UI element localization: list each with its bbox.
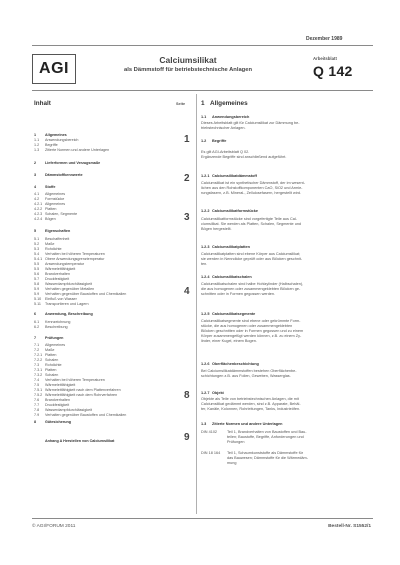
toc-entry-title: Brandverhalten xyxy=(45,398,71,402)
chapter-title: Allgemeines xyxy=(210,100,248,107)
header-top-rule xyxy=(32,45,373,46)
section-title: Calciumsilikatsegmente xyxy=(212,312,256,316)
toc-entry-number: 7.4 xyxy=(34,378,40,382)
toc-entry xyxy=(34,320,70,324)
toc-entry-number: 5.5 xyxy=(34,262,40,266)
paragraph: Calciumsilikatsegmente sind ebene oder gekrümmte Form- stücke, die aus homogenen oder zusammengeklebten Blöcken geschnitten oder in Formen gegossen und zu einem Körper zusammengefügt werden können, z.B. zu einem Zy- linder, einer Kugel, einem Bogen. xyxy=(201,319,304,344)
toc-entry-title: Allgemeines xyxy=(45,202,66,206)
norm-code: DIN 4102 xyxy=(201,430,218,434)
paragraph: Objekte als Teile von betriebstechnischen Anlagen, die mit Calciumsilikat gedämmt werden, sind z.B. Apparate, Behäl- ter, Kanäle, Kolonnen, Rohrleitungen, Tanks, Industrieöfen. xyxy=(201,397,301,412)
section-heading xyxy=(201,422,369,427)
section-heading xyxy=(201,245,369,250)
order-number: Bestell-Nr. S1552/1 xyxy=(328,524,371,529)
toc-entry-title: Verhalten gegenüber Metallen xyxy=(45,287,95,291)
paragraph: Calciumsilikat ist ein synthetischer Dämmstoff, der im wesent- lichen aus den Rohstoffkomponenten CaO, SiO2 und Armie- rungsfasern, z.B. Mineral-, Zellulosefasern, hergestellt wird. xyxy=(201,181,305,196)
toc-entry-number: 3 xyxy=(34,173,37,177)
toc-entry-number: 1.2 xyxy=(34,143,40,147)
section-heading xyxy=(201,115,369,120)
toc-entry-number: 5.9 xyxy=(34,287,40,291)
norm-text: Teil 1, Schaumkunststoffe als Dämmstoffe für das Bauwesen; Dämmstoffe für die Wärmedäm- mung xyxy=(227,451,308,466)
toc-entry-number: 7 xyxy=(34,336,37,340)
toc-entry-title: Wasserdampfdurchlässigkeit xyxy=(45,408,92,412)
section-title: Objekt xyxy=(212,391,224,395)
toc-entry xyxy=(34,237,69,241)
toc-entry-number: 4.2.1 xyxy=(34,202,43,206)
toc-entry-title: Platten xyxy=(45,368,57,372)
toc-entry-number: 1.3 xyxy=(34,148,40,152)
toc-entry-number: 5.4.1 xyxy=(34,257,43,261)
toc-entry-number: 5.8 xyxy=(34,282,40,286)
toc-entry-title: Verhalten bei höheren Temperaturen xyxy=(45,252,105,256)
toc-entry xyxy=(34,297,77,301)
toc-entry-title: Gütesicherung xyxy=(45,420,72,424)
section-title: Calciumsilikatdämmstoff xyxy=(212,174,257,178)
toc-entry-number: 7.6 xyxy=(34,398,40,402)
toc-entry-number: 4.1 xyxy=(34,192,40,196)
section-heading xyxy=(201,209,369,214)
toc-entry-title: Stoffe xyxy=(45,185,56,189)
toc-entry xyxy=(34,413,126,417)
toc-entry xyxy=(34,247,62,251)
toc-entry-number: 7.5 xyxy=(34,383,40,387)
paragraph: Es gilt AGI-Arbeitsblatt Q 02. Ergänzende Begriffe sind anschließend aufgeführt. xyxy=(201,150,287,160)
toc-entry-title: Prüfungen xyxy=(45,336,64,340)
toc-entry-number: 7.3.2 xyxy=(34,373,43,377)
document-subtitle: als Dämmstoff für betriebstechnische Anlagen xyxy=(124,67,252,73)
toc-page-marker: 8 xyxy=(184,390,190,401)
toc-entry-title: Dämmstoffkennwerte xyxy=(45,173,83,177)
toc-entry xyxy=(34,252,105,256)
toc-entry-title: Platten xyxy=(45,353,57,357)
toc-entry-number: 5.6 xyxy=(34,272,40,276)
chapter-heading xyxy=(201,100,248,107)
section-title: Begriffe xyxy=(212,139,227,143)
toc-entry-number: 7.2.2 xyxy=(34,358,43,362)
toc-page-marker: 4 xyxy=(184,286,190,297)
toc-entry-number: 4.2.3 xyxy=(34,212,43,216)
toc-entry xyxy=(34,398,70,402)
norm-reference xyxy=(201,430,371,445)
section-heading xyxy=(201,391,369,396)
toc-entry-title: Kennzeichnung xyxy=(45,320,71,324)
toc-entry-number: 1 xyxy=(34,133,37,137)
section-title: Anwendungsbereich xyxy=(212,115,250,119)
toc-entry xyxy=(34,363,62,367)
toc-entry xyxy=(34,192,65,196)
toc-entry xyxy=(34,138,78,142)
toc-entry xyxy=(34,403,69,407)
column-divider xyxy=(196,94,197,514)
toc-entry-title: Verhalten bei höheren Temperaturen xyxy=(45,378,105,382)
norm-code: DIN 18 164 xyxy=(201,451,221,455)
sheet-number: Q 142 xyxy=(313,63,353,79)
toc-entry-number: 6 xyxy=(34,312,37,316)
toc-entry xyxy=(34,197,64,201)
toc-entry-title: Wärmeleitfähigkeit xyxy=(45,267,76,271)
toc-heading: Inhalt xyxy=(34,100,51,107)
norm-reference xyxy=(201,451,371,466)
toc-entry-title: Einfluß von Wasser xyxy=(45,297,77,301)
section-title: Calciumsilikatschalen xyxy=(212,275,252,279)
toc-entry-number: 7.3.1 xyxy=(34,368,43,372)
toc-entry xyxy=(34,439,114,443)
toc-page-label: Seite xyxy=(176,102,186,106)
toc-entry-number: 5.10 xyxy=(34,297,42,301)
toc-entry-number: 2 xyxy=(34,161,37,165)
toc-entry-title: Rohdichte xyxy=(45,363,62,367)
section-number: 1.2 xyxy=(201,139,207,143)
toc-entry-number: 7.3 xyxy=(34,363,40,367)
toc-entry-number: 5.11 xyxy=(34,302,41,306)
section-number: 1.2.6 xyxy=(201,362,210,366)
issue-date: Dezember 1989 xyxy=(306,36,343,42)
toc-entry-title: Allgemeines xyxy=(45,192,66,196)
section-heading xyxy=(201,312,369,317)
section-heading xyxy=(201,174,369,179)
toc-entry xyxy=(34,287,94,291)
toc-entry-number: 5.3 xyxy=(34,247,40,251)
toc-entry-number: 5.9 xyxy=(34,292,40,296)
toc-entry-title: Allgemeines xyxy=(45,343,66,347)
toc-entry-number: 7.5.1 xyxy=(34,388,43,392)
toc-entry-number: 7.5.2 xyxy=(34,393,43,397)
section-number: 1.2.5 xyxy=(201,312,210,316)
toc-page-marker: 2 xyxy=(184,173,190,184)
section-number: 1.2.1 xyxy=(201,174,210,178)
toc-entry-title: Begriffe xyxy=(45,143,58,147)
toc-entry-title: Brandverhalten xyxy=(45,272,71,276)
toc-entry-title: Maße xyxy=(45,242,55,246)
toc-entry-number: 5.4 xyxy=(34,252,40,256)
toc-entry xyxy=(34,217,56,221)
toc-page-marker: 3 xyxy=(184,212,190,223)
toc-entry-title: Anwendung, Beschreibung xyxy=(45,312,93,316)
toc-entry xyxy=(34,207,56,211)
toc-entry-title: Transportieren und Lagern xyxy=(45,302,89,306)
section-title: Zitierte Normen und andere Unterlagen xyxy=(212,422,283,426)
toc-entry xyxy=(34,336,63,340)
toc-entry xyxy=(34,257,104,261)
header-bottom-rule xyxy=(32,90,373,91)
section-number: 1.1 xyxy=(201,115,207,119)
toc-entry-title: Verhalten gegenüber Baustoffen und Chemikalien xyxy=(45,413,127,417)
toc-entry xyxy=(34,358,58,362)
toc-entry-number: 8 xyxy=(34,420,37,424)
toc-entry xyxy=(34,348,54,352)
toc-entry xyxy=(34,312,93,316)
toc-entry xyxy=(34,202,65,206)
toc-entry-title: Schalen xyxy=(45,358,59,362)
toc-entry xyxy=(34,383,75,387)
toc-entry xyxy=(34,148,109,152)
section-heading xyxy=(201,139,369,144)
paragraph: Dieses Arbeitsblatt gilt für Calciumsilikat zur Dämmung be- triebstechnischer Anlagen. xyxy=(201,121,300,131)
toc-entry xyxy=(34,229,70,233)
toc-entry xyxy=(34,133,67,137)
toc-entry xyxy=(34,373,58,377)
toc-entry-title: Wasserdampfdurchlässigkeit xyxy=(45,282,92,286)
toc-entry-title: Anwendungstemperatur xyxy=(45,262,85,266)
toc-entry-title: Allgemeines xyxy=(45,133,67,137)
toc-entry-title: Beschaffenheit xyxy=(45,237,70,241)
toc-entry-number: 7.9 xyxy=(34,413,40,417)
toc-entry xyxy=(34,343,65,347)
toc-entry-number: 1.1 xyxy=(34,138,40,142)
toc-page-marker: 9 xyxy=(184,432,190,443)
toc-entry-number: 5.1 xyxy=(34,237,40,241)
toc-entry-number: 5.7 xyxy=(34,277,40,281)
toc-entry-title: Rohdichte xyxy=(45,247,62,251)
toc-entry xyxy=(34,272,70,276)
toc-entry-title: Wärmeleitfähigkeit xyxy=(45,383,76,387)
toc-entry-number: 7.8 xyxy=(34,408,40,412)
section-number: 1.2.2 xyxy=(201,209,210,213)
toc-entry-title: Eigenschaften xyxy=(45,229,71,233)
toc-entry-title: Zitierte Normen und andere Unterlagen xyxy=(45,148,110,152)
copyright: © AGI/FORUM 2011 xyxy=(32,524,76,529)
toc-entry xyxy=(34,388,121,392)
toc-entry-title: Maße xyxy=(45,348,55,352)
toc-entry-number: 6.1 xyxy=(34,320,40,324)
toc-entry xyxy=(34,302,89,306)
document-title: Calciumsilikat xyxy=(159,55,217,65)
paragraph: Calciumsilikatformstücke sind vorgefertigte Teile aus Cal- ciumsilikat. Sie werden als Platten, Schalen, Segmente und Bögen hergestellt. xyxy=(201,217,302,232)
section-title: Calciumsilikatformstücke xyxy=(212,209,259,213)
section-title: Oberflächenbeschichtung xyxy=(212,362,259,366)
toc-entry-title: Obere Anwendungsgrenztemperatur xyxy=(45,257,105,261)
toc-entry-title: Formstücke xyxy=(45,197,65,201)
agi-logo: AGI xyxy=(32,54,76,84)
toc-entry-number: 5.2 xyxy=(34,242,40,246)
norm-text: Teil 1, Brandverhalten von Baustoffen und Bau- teilen; Baustoffe, Begriffe, Anforderungen und Prüfungen xyxy=(227,430,307,445)
footer-rule xyxy=(32,518,373,519)
toc-entry-title: Platten xyxy=(45,207,57,211)
toc-entry-title: Wärmeleitfähigkeit nach dem Plattenverfahren xyxy=(45,388,121,392)
toc-entry-title: Anwendungsbereich xyxy=(45,138,79,142)
toc-entry-title: Druckfestigkeit xyxy=(45,403,70,407)
toc-entry xyxy=(34,368,56,372)
toc-entry-number: 4.2 xyxy=(34,197,40,201)
toc-entry-title: Schalen xyxy=(45,373,59,377)
toc-entry xyxy=(34,420,71,424)
toc-entry-number: 5 xyxy=(34,229,37,233)
toc-entry-number: 7.2 xyxy=(34,348,40,352)
section-number: 1.2.3 xyxy=(201,245,210,249)
paragraph: Calciumsilikatplatten sind ebene Körper aus Calciumsilikat; sie werden in Nenndicke geprüft oder aus Blöcken geschnit- ten. xyxy=(201,252,303,267)
toc-entry xyxy=(34,267,75,271)
toc-entry xyxy=(34,393,117,397)
paragraph: Calciumsilikatschalen sind halbe Hohlzylinder (Halbschalen), die aus homogenen oder zusammengeklebten Blöcken ge- schnitten oder in Formen gegossen werden. xyxy=(201,282,304,297)
section-heading xyxy=(201,275,369,280)
toc-entry-title: Druckfestigkeit xyxy=(45,277,70,281)
toc-entry xyxy=(34,408,92,412)
toc-entry-title: Wärmeleitfähigkeit nach dem Rohrverfahren xyxy=(45,393,118,397)
toc-entry-title: Schalen, Segmente xyxy=(45,212,78,216)
chapter-number: 1 xyxy=(201,100,205,107)
toc-entry xyxy=(34,325,68,329)
toc-entry-number: 4.2.4 xyxy=(34,217,43,221)
toc-entry xyxy=(34,185,55,189)
toc-entry xyxy=(34,143,58,147)
toc-entry-title: Anhang A Herstellen von Calciumsilikat xyxy=(45,439,115,443)
section-heading xyxy=(201,362,369,367)
toc-entry xyxy=(34,262,84,266)
sheet-label: Arbeitsblatt xyxy=(313,56,337,61)
document-title-block xyxy=(78,55,298,73)
toc-entry-number: 7.2.1 xyxy=(34,353,43,357)
toc-entry-number: 6.2 xyxy=(34,325,40,329)
toc-entry-number: 7.1 xyxy=(34,343,40,347)
section-title: Calciumsilikatplatten xyxy=(212,245,250,249)
toc-entry xyxy=(34,242,54,246)
toc-entry xyxy=(34,282,92,286)
toc-entry xyxy=(34,173,83,177)
toc-entry-number: 5.5 xyxy=(34,267,40,271)
toc-entry xyxy=(34,212,77,216)
toc-entry xyxy=(34,161,100,165)
toc-entry-title: Verhalten gegenüber Baustoffen und Chemikalien xyxy=(45,292,127,296)
toc-entry-number: 4.2.2 xyxy=(34,207,43,211)
toc-entry xyxy=(34,378,105,382)
toc-entry xyxy=(34,353,56,357)
section-number: 1.2.7 xyxy=(201,391,210,395)
section-number: 1.3 xyxy=(201,422,207,426)
section-number: 1.2.4 xyxy=(201,275,210,279)
toc-entry-title: Bögen xyxy=(45,217,56,221)
toc-entry-number: 7.7 xyxy=(34,403,40,407)
toc-entry xyxy=(34,292,126,296)
toc-entry-title: Beschreibung xyxy=(45,325,68,329)
toc-entry-number: 4 xyxy=(34,185,37,189)
paragraph: Bei Calciumsilikatdämmstoffen bestehen Oberflächenbe- schichtungen z.B. aus Folien, Geweben, Wasserglas. xyxy=(201,369,297,379)
toc-entry xyxy=(34,277,69,281)
toc-entry-title: Lieferformen und Verzugsmaße xyxy=(45,161,101,165)
toc-page-marker: 1 xyxy=(184,134,190,145)
